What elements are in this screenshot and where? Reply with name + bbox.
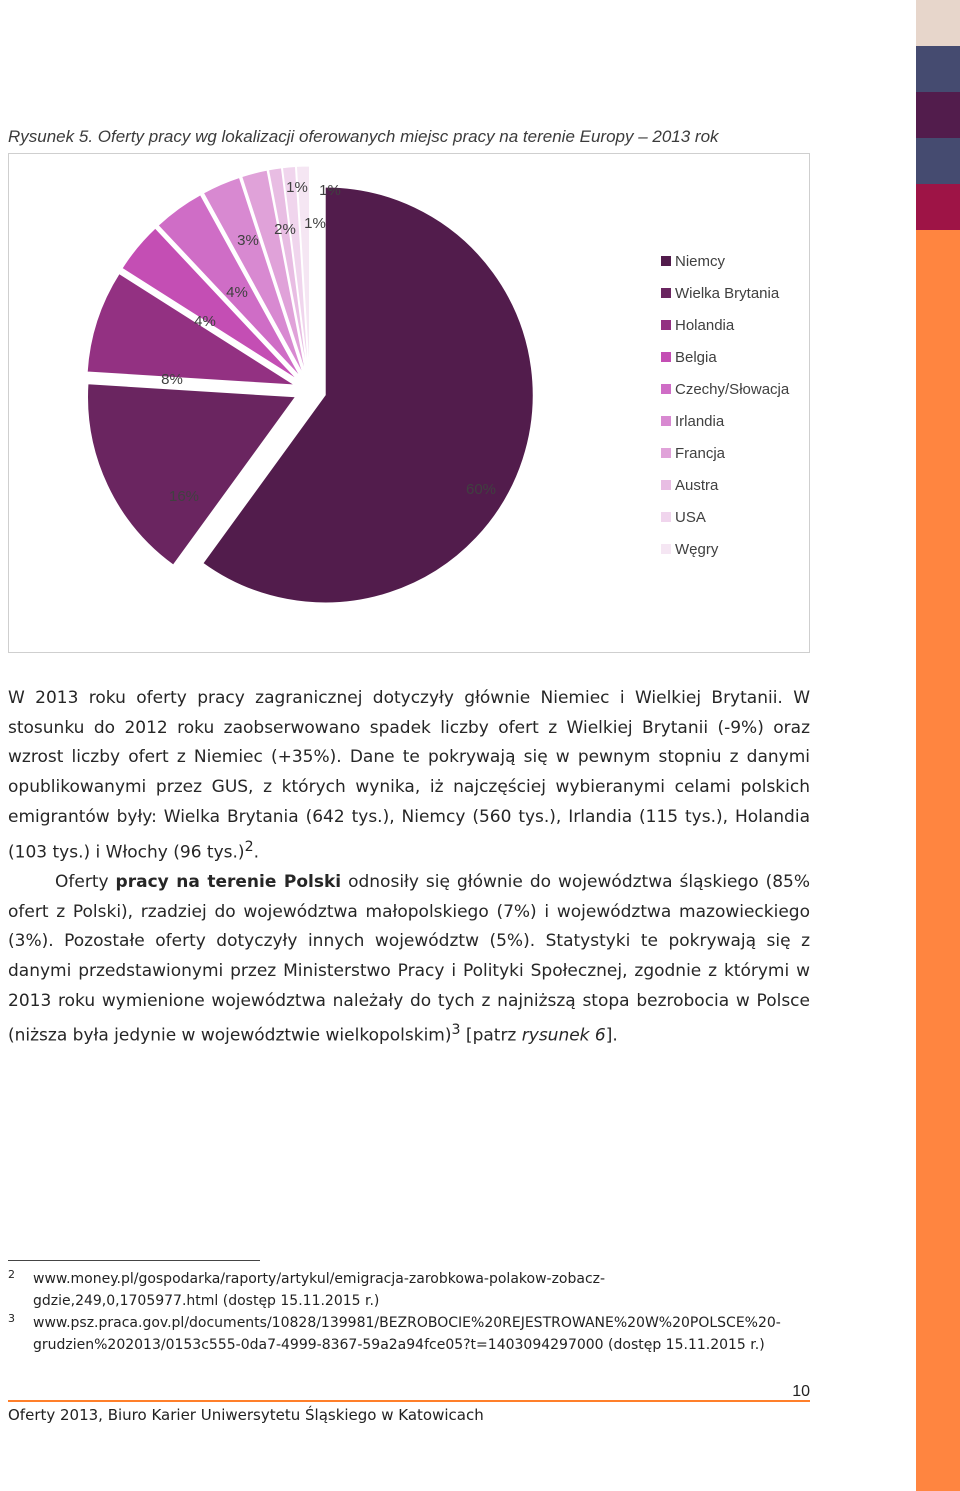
- footnote-number: 2: [8, 1268, 15, 1281]
- pie-data-label: 8%: [161, 371, 183, 388]
- footnote-3: [8, 1312, 808, 1356]
- footnote-2: [8, 1268, 808, 1312]
- legend-swatch: [661, 320, 671, 330]
- footer-rule: [8, 1400, 810, 1402]
- pie-data-label: 1%: [286, 179, 308, 196]
- paragraph-1-end: .: [253, 842, 259, 863]
- footnote-link[interactable]: www.psz.praca.gov.pl/documents/10828/139981/BEZROBOCIE%20REJESTROWANE%20W%20POLSCE%20-: [33, 1315, 781, 1331]
- legend-label: Francja: [675, 445, 726, 462]
- legend-swatch: [661, 384, 671, 394]
- strip-block-plum: [916, 92, 960, 138]
- legend-swatch: [661, 544, 671, 554]
- paragraph-1-text: W 2013 roku oferty pracy zagranicznej dotyczyły głównie Niemiec i Wielkiej Brytanii. W stosunku do 2012 roku zaobserwowano spadek liczby ofert z Wielkiej Brytanii (-9%) oraz wzrost liczby ofert z Niemiec (+35%). Dane te pokrywają się w pewnym stopniu z danymi opublikowanymi przez GUS, z których wynika, iż najczęściej wybieranymi celami polskich emigrantów były: Wielka Brytania (642 tys.), Niemcy (560 tys.), Irlandia (115 tys.), Holandia (103 tys.) i Włochy (96 tys.): [8, 688, 810, 863]
- footnote-link[interactable]: www.money.pl/gospodarka/raporty/artykul/emigracja-zarobkowa-polakow-zobacz-: [33, 1271, 606, 1287]
- paragraph-1: [8, 684, 810, 868]
- pie-data-label: 4%: [194, 313, 216, 330]
- footnote-number: 3: [8, 1312, 15, 1325]
- legend-label: Węgry: [675, 541, 719, 558]
- footnote-separator: [8, 1260, 260, 1261]
- pie-data-label: 16%: [168, 488, 200, 505]
- footnotes: [8, 1268, 808, 1356]
- footer-text: Oferty 2013, Biuro Karier Uniwersytetu Śląskiego w Katowicach: [8, 1406, 484, 1424]
- pie-data-label: 3%: [237, 232, 259, 249]
- footnote-link-continued[interactable]: gdzie,249,0,1705977.html (dostęp 15.11.2015 r.): [33, 1293, 380, 1309]
- footnote-ref-2[interactable]: 2: [244, 838, 254, 855]
- legend-swatch: [661, 512, 671, 522]
- legend-swatch: [661, 288, 671, 298]
- paragraph-2: [8, 868, 810, 1052]
- pie-data-label: 60%: [465, 481, 497, 498]
- legend-swatch: [661, 480, 671, 490]
- pie-data-label: 1%: [319, 182, 341, 199]
- legend-label: USA: [675, 509, 706, 526]
- footnote-link-continued[interactable]: grudzien%202013/0153c555-0da7-4999-8367-59a2a94fce05?t=1403094297000 (dostęp 15.11.2015 r.): [33, 1337, 765, 1353]
- pie-data-label: 2%: [274, 221, 296, 238]
- legend-label: Holandia: [675, 317, 735, 334]
- pie-data-label: 1%: [304, 215, 326, 232]
- paragraph-2-text: odnosiły się głównie do województwa śląskiego (85% ofert z Polski), rzadziej do województwa małopolskiego (7%) i województwa mazowieckiego (3%). Pozostałe oferty dotyczyły innych województw (5%). Statystyki te pokrywają się z danymi przedstawionymi przez Ministerstwo Pracy i Polityki Społecznej, zgodnie z którymi w 2013 roku wymienione województwa należały do tych z najniższą stopa bezrobocia w Polsce (niższa była jedynie w województwie wielkopolskim): [8, 871, 811, 1047]
- strip-block-crimson: [916, 184, 960, 230]
- legend-label: Belgia: [675, 349, 717, 366]
- strip-block-navy-2: [916, 138, 960, 184]
- strip-block-orange: [916, 230, 960, 1491]
- strip-block-beige: [916, 0, 960, 46]
- legend-label: Czechy/Słowacja: [675, 381, 790, 398]
- page-number: 10: [792, 1383, 810, 1400]
- footnote-ref-3[interactable]: 3: [451, 1022, 461, 1039]
- strip-block-navy: [916, 46, 960, 92]
- legend-label: Austra: [675, 477, 719, 494]
- legend-swatch: [661, 448, 671, 458]
- legend-label: Niemcy: [675, 253, 726, 270]
- paragraph-2-ref-open: [patrz: [460, 1026, 522, 1047]
- paragraph-2-end: ].: [605, 1026, 618, 1047]
- legend-swatch: [661, 352, 671, 362]
- pie-data-label: 4%: [226, 284, 248, 301]
- legend-swatch: [661, 256, 671, 266]
- legend-swatch: [661, 416, 671, 426]
- legend-label: Irlandia: [675, 413, 725, 430]
- pie-chart-frame: [8, 153, 810, 653]
- legend-label: Wielka Brytania: [675, 285, 780, 302]
- body-text: [8, 684, 810, 1052]
- figure-reference: rysunek 6: [521, 1026, 606, 1047]
- decorative-side-strip: [916, 0, 960, 1491]
- figure-caption: Rysunek 5. Oferty pracy wg lokalizacji oferowanych miejsc pracy na terenie Europy – 2013 rok: [8, 127, 719, 146]
- paragraph-2-start: Oferty: [55, 871, 116, 892]
- pie-chart: [9, 154, 811, 654]
- paragraph-2-bold: pracy na terenie Polski: [115, 871, 342, 892]
